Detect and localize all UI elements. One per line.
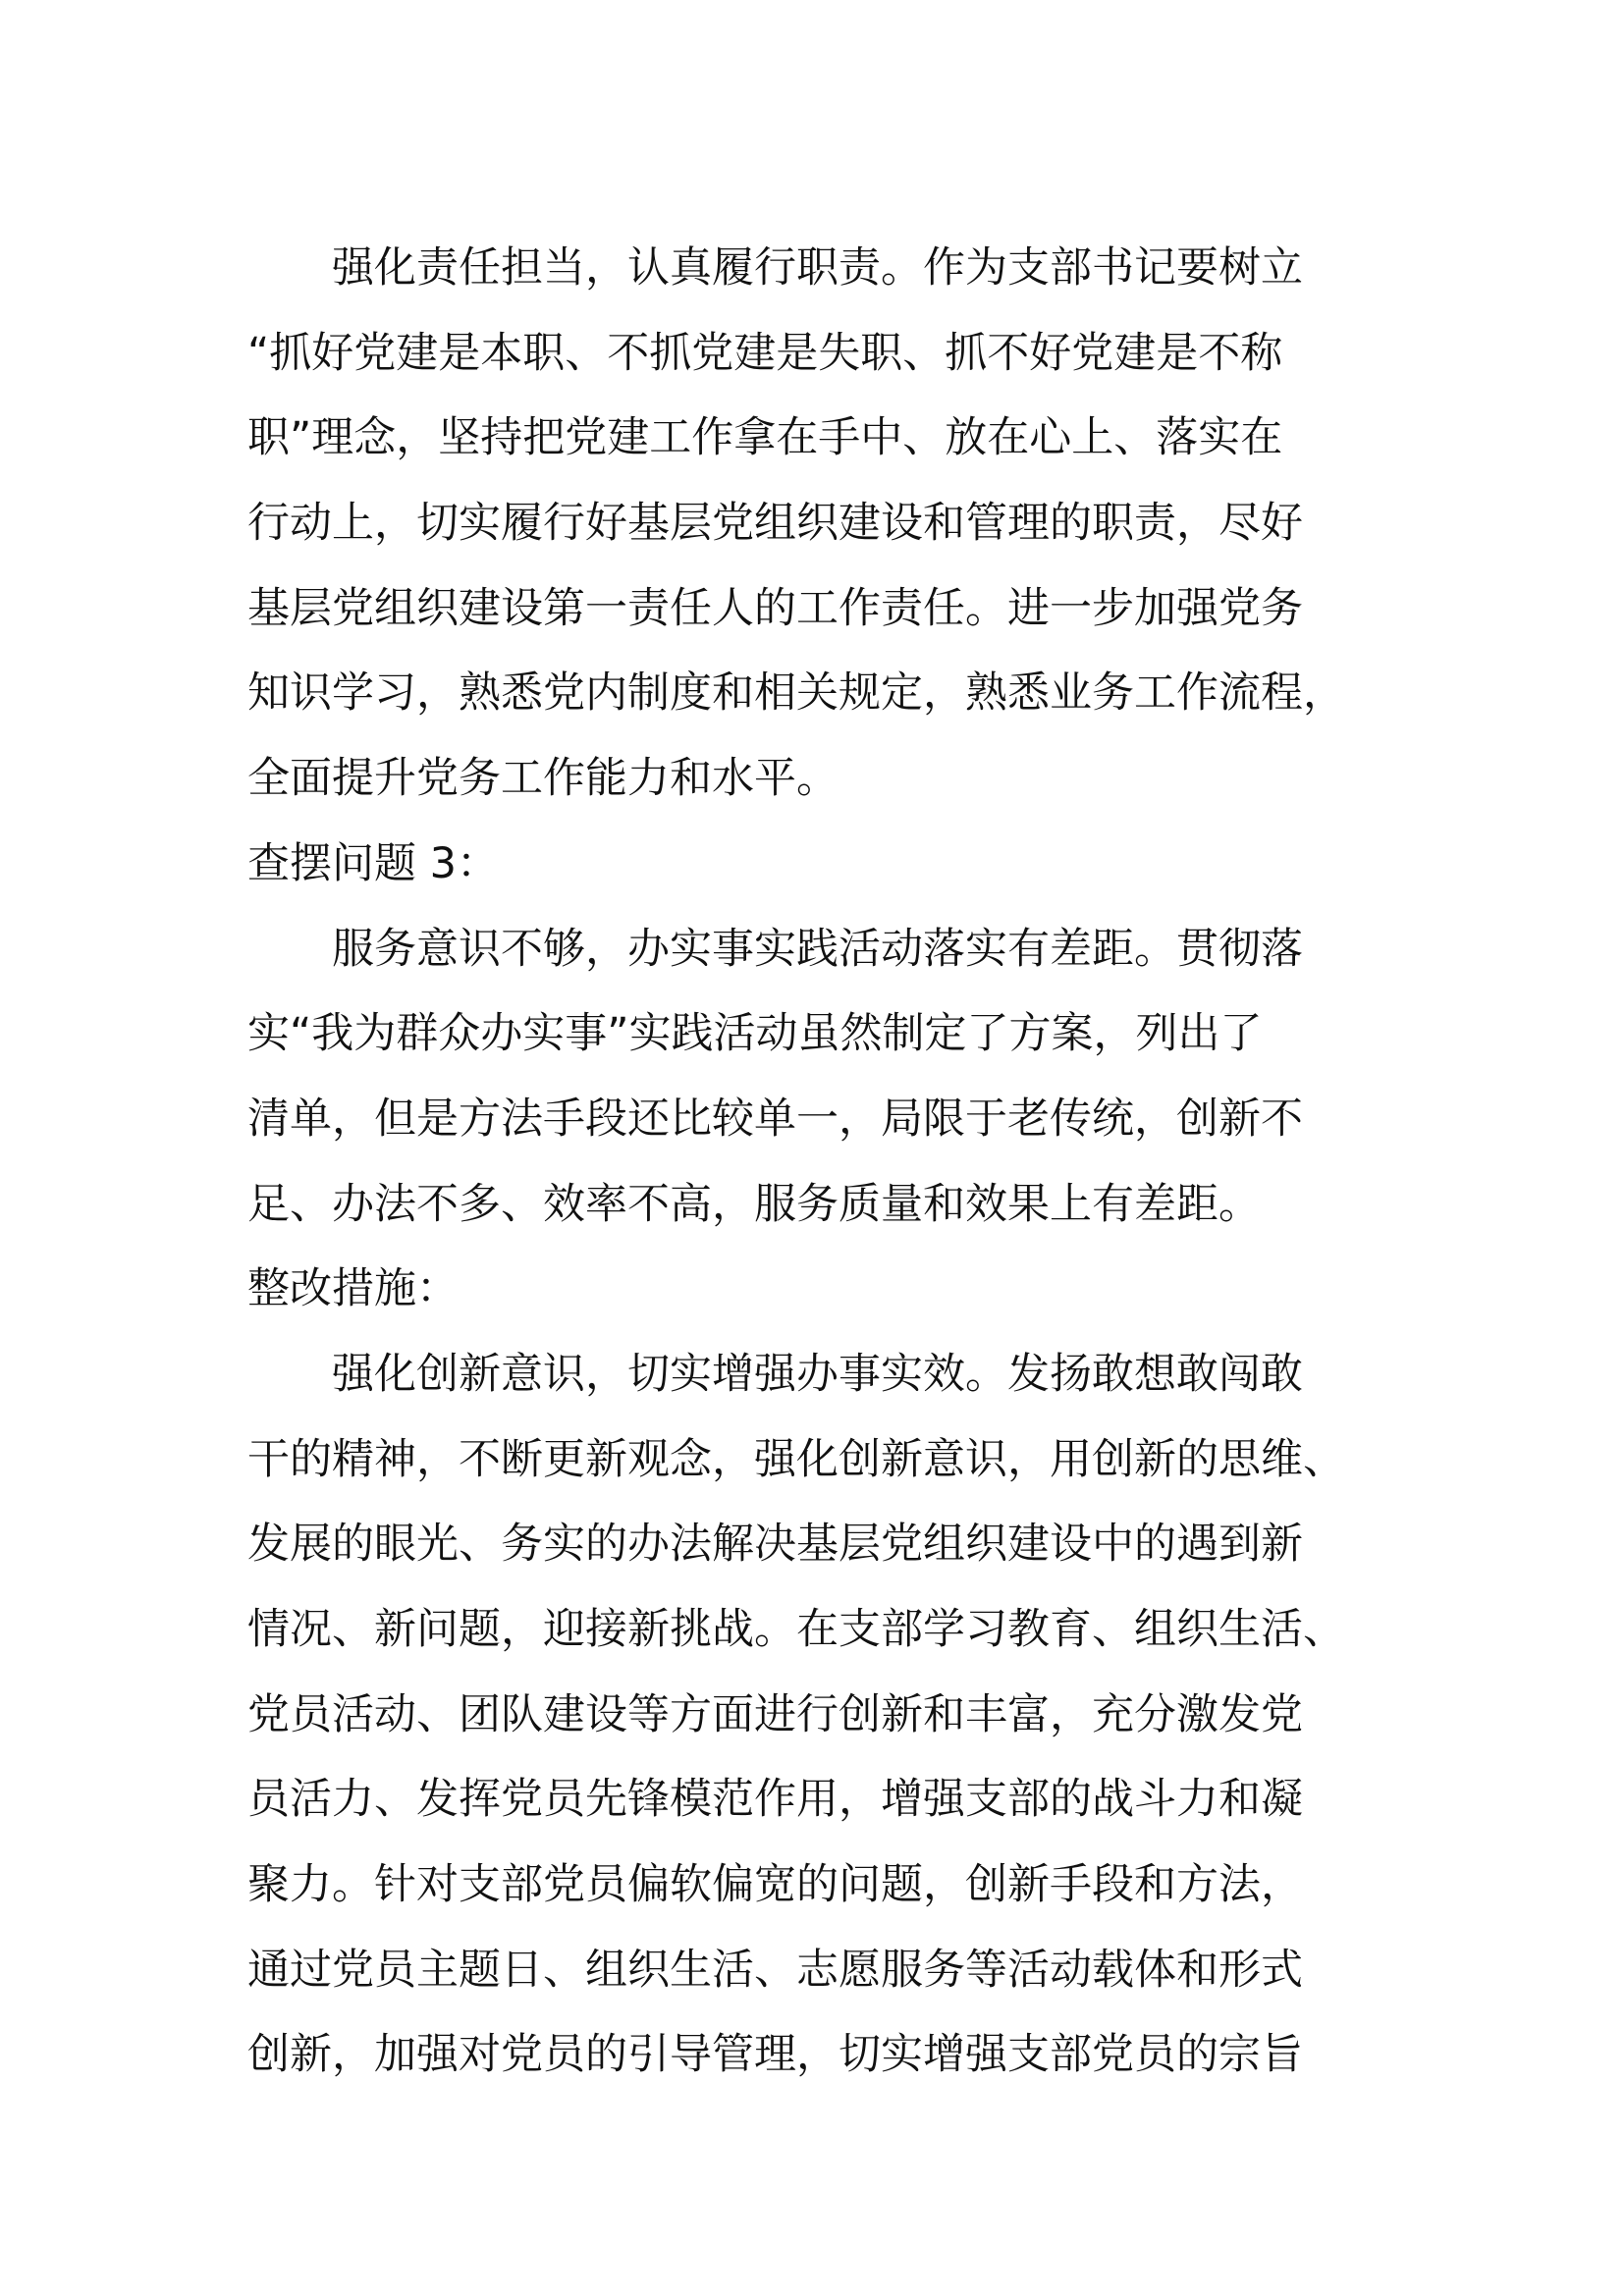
text-line: 党员活动、团队建设等方面进行创新和丰富，充分激发党 [247,1689,1303,1739]
paragraph-responsibility [247,226,1347,822]
text-line: 通过党员主题日、组织生活、志愿服务等活动载体和形式 [247,1945,1303,1995]
text-line: 行动上，切实履行好基层党组织建设和管理的职责，尽好 [247,499,1303,549]
text-line: 职”理念，坚持把党建工作拿在手中、放在心上、落实在 [247,413,1283,463]
text-line: 知识学习，熟悉党内制度和相关规定，熟悉业务工作流程， [247,668,1345,719]
text-line: 强化责任担当，认真履行职责。作为支部书记要树立 [332,243,1303,293]
text-line: 强化创新意识，切实增强办事实效。发扬敢想敢闯敢 [332,1349,1303,1399]
text-line: 发展的眼光、务实的办法解决基层党组织建设中的遇到新 [247,1520,1303,1570]
text-line: 全面提升党务工作能力和水平。 [247,754,839,804]
text-line: 创新，加强对党员的引导管理，切实增强支部党员的宗旨 [247,2030,1303,2080]
heading-line: 整改措施： [247,1264,459,1314]
text-line: 基层党组织建设第一责任人的工作责任。进一步加强党务 [247,583,1303,633]
text-line: 实“我为群众办实事”实践活动虽然制定了方案，列出了 [247,1009,1263,1059]
text-line: 清单，但是方法手段还比较单一，局限于老传统，创新不 [247,1094,1303,1144]
document-page [247,226,1347,2098]
text-line: 聚力。针对支部党员偏软偏宽的问题，创新手段和方法， [247,1860,1303,1910]
section-heading-problem-3 [247,822,1347,907]
text-line: 员活力、发挥党员先锋模范作用，增强支部的战斗力和凝 [247,1775,1303,1825]
section-heading-rectification [247,1247,1347,1332]
paragraph-service-awareness [247,907,1347,1248]
text-line: 服务意识不够，办实事实践活动落实有差距。贯彻落 [332,924,1303,974]
heading-line: 查摆问题 3： [247,838,500,888]
text-line: 情况、新问题，迎接新挑战。在支部学习教育、组织生活、 [247,1605,1345,1654]
text-line: 干的精神，不断更新观念，强化创新意识，用创新的思维、 [247,1434,1345,1484]
text-line: “抓好党建是本职、不抓党建是失职、抓不好党建是不称 [247,328,1283,378]
paragraph-innovation [247,1332,1347,2098]
text-line: 足、办法不多、效率不高，服务质量和效果上有差距。 [247,1179,1261,1229]
